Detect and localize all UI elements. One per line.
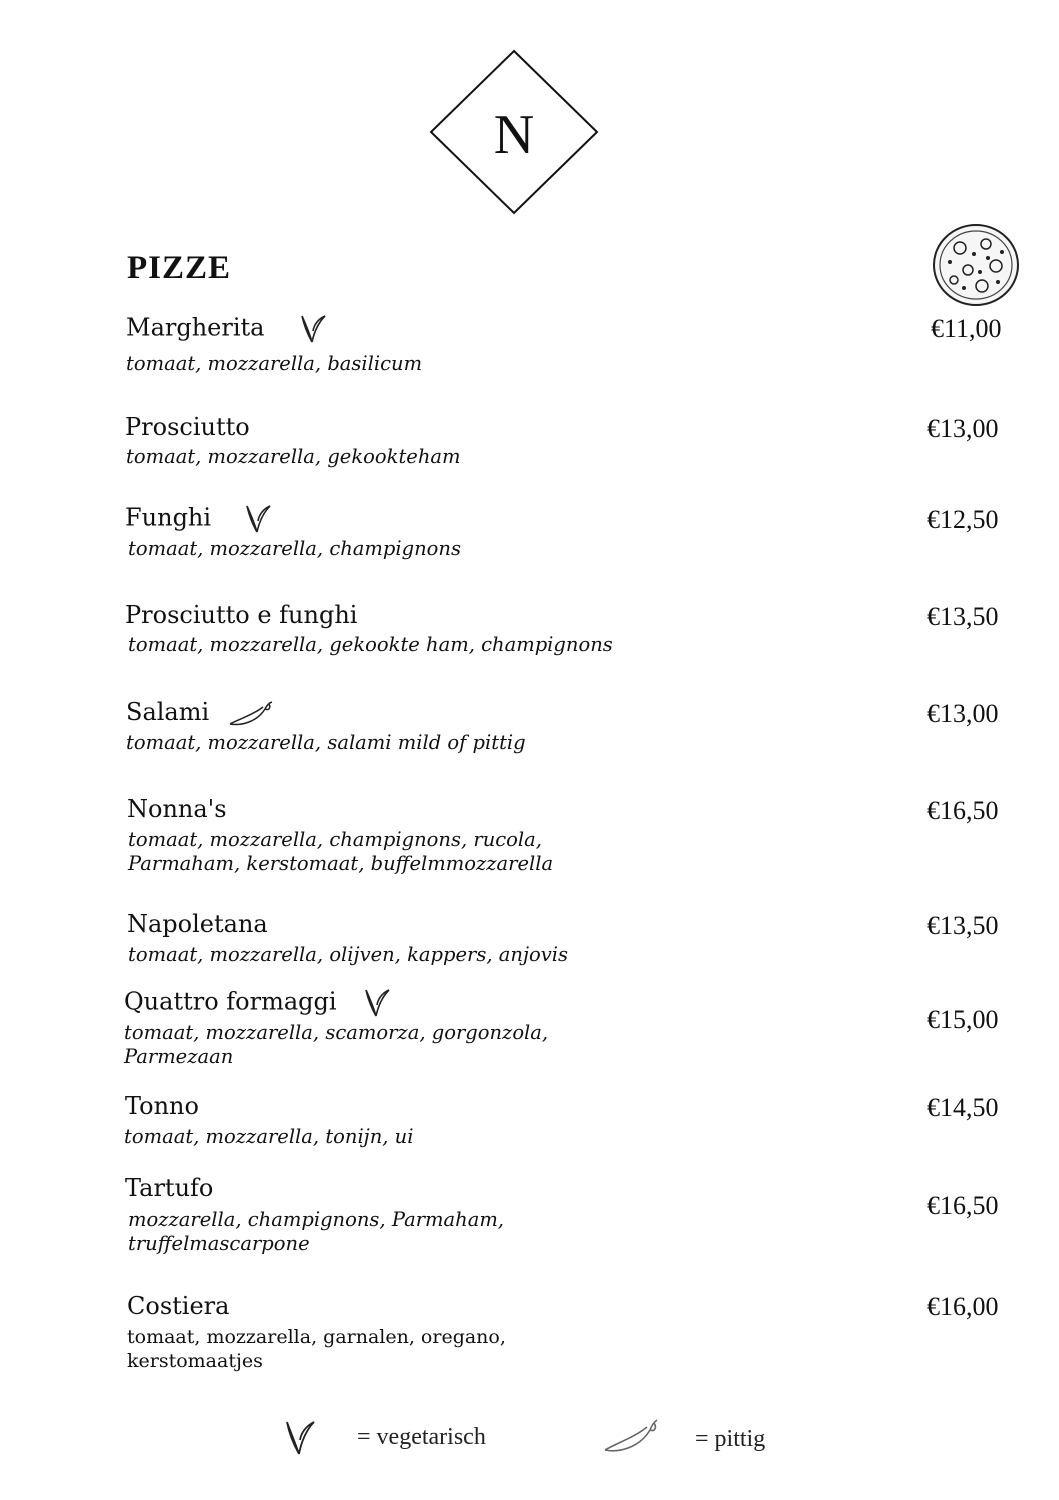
vegetarian-leaf-icon [298, 313, 328, 345]
chili-pepper-icon [227, 699, 275, 729]
menu-item-description: tomaat, mozzarella, salami mild of pittig [126, 731, 526, 754]
menu-item-price: €16,50 [927, 796, 999, 825]
vegetarian-leaf-icon [362, 987, 392, 1019]
menu-item-price: €14,50 [927, 1093, 999, 1122]
pizza-illustration [926, 222, 1022, 308]
menu-item-price: €13,50 [927, 911, 999, 940]
menu-item-name: Tonno [125, 1092, 199, 1120]
menu-item-description: tomaat, mozzarella, olijven, kappers, anjovis [128, 943, 568, 966]
menu-item-price: €13,00 [927, 699, 999, 728]
menu-item-price: €16,50 [927, 1191, 999, 1220]
section-title: PIZZE [127, 250, 232, 286]
menu-item-price: €13,50 [927, 602, 999, 631]
menu-item-price: €15,00 [927, 1005, 999, 1034]
menu-item-description: mozzarella, champignons, Parmaham, [128, 1208, 505, 1231]
menu-item-description: tomaat, mozzarella, tonijn, ui [124, 1125, 414, 1148]
menu-item-price: €16,00 [927, 1292, 999, 1321]
menu-item-price: €12,50 [927, 505, 999, 534]
menu-item-name: Prosciutto e funghi [125, 601, 358, 629]
chili-pepper-icon [602, 1416, 660, 1456]
menu-item-name: Prosciutto [125, 413, 250, 441]
menu-item-description: kerstomaatjes [127, 1350, 263, 1372]
menu-item-name: Tartufo [125, 1174, 214, 1202]
menu-item-description: tomaat, mozzarella, champignons, rucola, [128, 828, 542, 851]
menu-item-description: tomaat, mozzarella, gekookteham [126, 445, 461, 468]
menu-item-description: tomaat, mozzarella, garnalen, oregano, [127, 1326, 506, 1348]
menu-item-price: €13,00 [927, 414, 999, 443]
menu-item-description: truffelmascarpone [128, 1232, 310, 1255]
menu-item-name: Funghi [125, 503, 273, 535]
menu-item-description: Parmaham, kerstomaat, buffelmmozzarella [128, 852, 554, 875]
legend-spicy-label: = pittig [695, 1426, 766, 1452]
menu-item-name: Nonna's [127, 795, 227, 823]
menu-item-description: Parmezaan [124, 1045, 234, 1068]
menu-item-description: tomaat, mozzarella, champignons [128, 537, 461, 560]
menu-item-name: Costiera [127, 1292, 230, 1320]
vegetarian-leaf-icon [243, 503, 273, 535]
menu-item-description: tomaat, mozzarella, scamorza, gorgonzola, [124, 1021, 549, 1044]
menu-item-name: Margherita [126, 313, 328, 345]
legend-vegetarian-label: = vegetarisch [357, 1424, 486, 1450]
menu-item-name: Quattro formaggi [124, 987, 392, 1019]
menu-item-price: €11,00 [931, 314, 1002, 343]
menu-item-name: Napoletana [127, 910, 268, 938]
logo-letter: N [493, 104, 535, 166]
restaurant-logo [428, 48, 600, 216]
menu-item-description: tomaat, mozzarella, basilicum [126, 352, 423, 375]
vegetarian-leaf-icon [282, 1418, 318, 1458]
menu-item-name: Salami [126, 698, 275, 729]
menu-item-description: tomaat, mozzarella, gekookte ham, champignons [128, 633, 613, 656]
